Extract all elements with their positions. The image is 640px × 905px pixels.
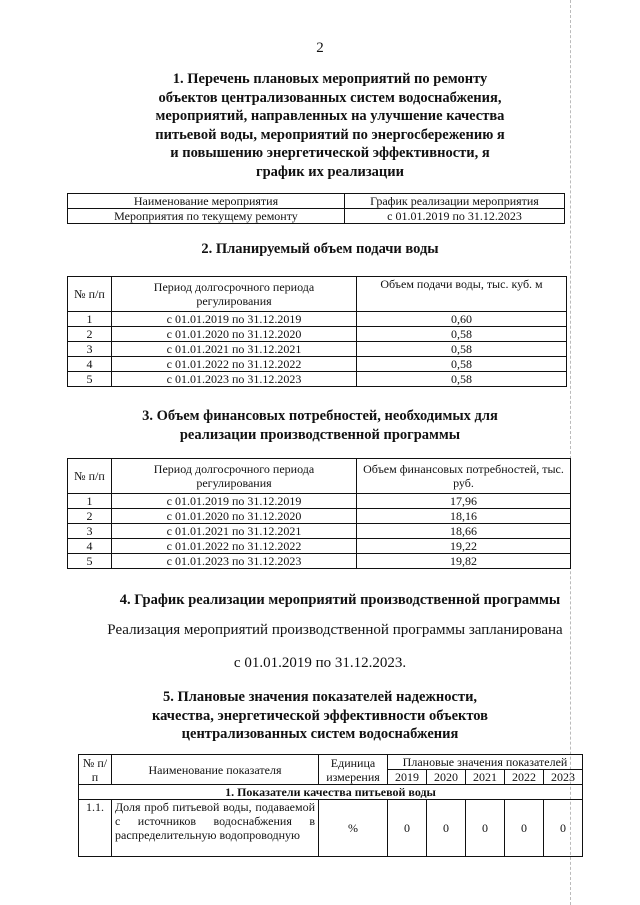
table-cell: 3 bbox=[68, 342, 112, 357]
table-cell: 5 bbox=[68, 372, 112, 387]
table-cell: с 01.01.2019 по 31.12.2019 bbox=[112, 312, 357, 327]
title-line: качества, энергетической эффективности объектов bbox=[151, 707, 489, 724]
table-row bbox=[68, 209, 565, 224]
table-cell: с 01.01.2021 по 31.12.2021 bbox=[112, 524, 357, 539]
table-row bbox=[68, 327, 567, 342]
table-cell: 0,60 bbox=[357, 312, 567, 327]
section4-title: 4. График реализации мероприятий производственной программы bbox=[119, 592, 561, 608]
table-row bbox=[68, 342, 567, 357]
table-cell: 1 bbox=[68, 494, 112, 509]
section4-text-line1: Реализация мероприятий производственной программы запланирована bbox=[107, 622, 563, 638]
table-row bbox=[68, 539, 571, 554]
table-cell: 0 bbox=[504, 800, 543, 857]
table-cell: 2 bbox=[68, 327, 112, 342]
table-cell: Доля проб питьевой воды, подаваемой с источников водоснабжения в распределительную водопроводную bbox=[112, 800, 319, 857]
header-cell: № п/п bbox=[68, 459, 112, 494]
header-cell: Период долгосрочного периода регулирования bbox=[112, 277, 357, 312]
table-cell: 0 bbox=[426, 800, 465, 857]
table-cell: 2 bbox=[68, 509, 112, 524]
table-cell: 18,16 bbox=[357, 509, 571, 524]
header-cell: Плановые значения показателей bbox=[388, 755, 583, 770]
table-cell: 0 bbox=[388, 800, 427, 857]
header-cell: Единица измерения bbox=[319, 755, 388, 785]
water-supply-table bbox=[67, 276, 567, 387]
table-cell: 0,58 bbox=[357, 357, 567, 372]
table-cell: 0,58 bbox=[357, 327, 567, 342]
section5-title bbox=[80, 688, 560, 744]
table-cell: 19,82 bbox=[357, 554, 571, 569]
table-cell: 0,58 bbox=[357, 342, 567, 357]
table-cell: 0 bbox=[543, 800, 582, 857]
page-number: 2 bbox=[316, 40, 324, 56]
table-group-row bbox=[79, 785, 583, 800]
section2-title: 2. Планируемый объем подачи воды bbox=[201, 241, 439, 257]
table-cell: 4 bbox=[68, 539, 112, 554]
table-cell: с 01.01.2019 по 31.12.2019 bbox=[112, 494, 357, 509]
table-cell: с 01.01.2020 по 31.12.2020 bbox=[112, 327, 357, 342]
table-cell: 1.1. bbox=[79, 800, 112, 857]
table-cell: с 01.01.2023 по 31.12.2023 bbox=[112, 372, 357, 387]
title-line: объектов централизованных систем водоснабжения, bbox=[158, 89, 502, 106]
year-cell: 2023 bbox=[543, 770, 582, 785]
table-row bbox=[79, 800, 583, 857]
section1-title bbox=[120, 70, 540, 181]
table-cell: с 01.01.2022 по 31.12.2022 bbox=[112, 539, 357, 554]
table-row bbox=[68, 357, 567, 372]
header-cell: № п/п bbox=[68, 277, 112, 312]
table-cell: с 01.01.2021 по 31.12.2021 bbox=[112, 342, 357, 357]
header-cell: Наименование мероприятия bbox=[68, 194, 345, 209]
table-cell: с 01.01.2019 по 31.12.2023 bbox=[345, 209, 565, 224]
section3-title bbox=[80, 407, 560, 444]
title-line: питьевой воды, мероприятий по энергосбережению я bbox=[155, 126, 505, 143]
table-cell: 4 bbox=[68, 357, 112, 372]
table-row bbox=[68, 372, 567, 387]
measures-table bbox=[67, 193, 565, 224]
title-line: 5. Плановые значения показателей надежности, bbox=[162, 689, 478, 705]
table-cell: с 01.01.2020 по 31.12.2020 bbox=[112, 509, 357, 524]
table-row bbox=[68, 524, 571, 539]
header-cell: Наименование показателя bbox=[112, 755, 319, 785]
header-cell: Период долгосрочного периода регулирования bbox=[112, 459, 357, 494]
header-cell: № п/п bbox=[79, 755, 112, 785]
table-cell: 3 bbox=[68, 524, 112, 539]
title-line: централизованных систем водоснабжения bbox=[181, 726, 459, 742]
header-cell: Объем финансовых потребностей, тыс. руб. bbox=[357, 459, 571, 494]
table-cell: Мероприятия по текущему ремонту bbox=[68, 209, 345, 224]
table-header-row bbox=[79, 755, 583, 770]
table-cell: 0,58 bbox=[357, 372, 567, 387]
table-header-row bbox=[68, 277, 567, 312]
table-row bbox=[68, 509, 571, 524]
table-cell: с 01.01.2022 по 31.12.2022 bbox=[112, 357, 357, 372]
year-cell: 2022 bbox=[504, 770, 543, 785]
table-cell: 19,22 bbox=[357, 539, 571, 554]
header-cell: График реализации мероприятия bbox=[345, 194, 565, 209]
indicators-table bbox=[78, 754, 583, 857]
table-row bbox=[68, 312, 567, 327]
table-row bbox=[68, 494, 571, 509]
table-header-row bbox=[68, 459, 571, 494]
title-line: 3. Объем финансовых потребностей, необходимых для bbox=[142, 408, 498, 424]
group-title: 1. Показатели качества питьевой воды bbox=[79, 785, 583, 800]
table-cell: % bbox=[319, 800, 388, 857]
table-header-row bbox=[68, 194, 565, 209]
year-cell: 2020 bbox=[426, 770, 465, 785]
table-cell: 18,66 bbox=[357, 524, 571, 539]
section4-text-line2: с 01.01.2019 по 31.12.2023. bbox=[233, 655, 407, 671]
table-cell: 0 bbox=[465, 800, 504, 857]
year-cell: 2019 bbox=[388, 770, 427, 785]
year-cell: 2021 bbox=[465, 770, 504, 785]
table-cell: с 01.01.2023 по 31.12.2023 bbox=[112, 554, 357, 569]
table-cell: 17,96 bbox=[357, 494, 571, 509]
title-line: мероприятий, направленных на улучшение качества bbox=[155, 108, 505, 124]
title-line: и повышению энергетической эффективности, я bbox=[170, 145, 490, 161]
title-line: график их реализации bbox=[255, 163, 404, 180]
table-row bbox=[68, 554, 571, 569]
header-cell: Объем подачи воды, тыс. куб. м bbox=[357, 277, 567, 312]
table-cell: 1 bbox=[68, 312, 112, 327]
title-line: реализации производственной программы bbox=[179, 426, 461, 443]
title-line: 1. Перечень плановых мероприятий по ремонту bbox=[172, 71, 488, 87]
table-cell: 5 bbox=[68, 554, 112, 569]
financial-needs-table bbox=[67, 458, 571, 569]
